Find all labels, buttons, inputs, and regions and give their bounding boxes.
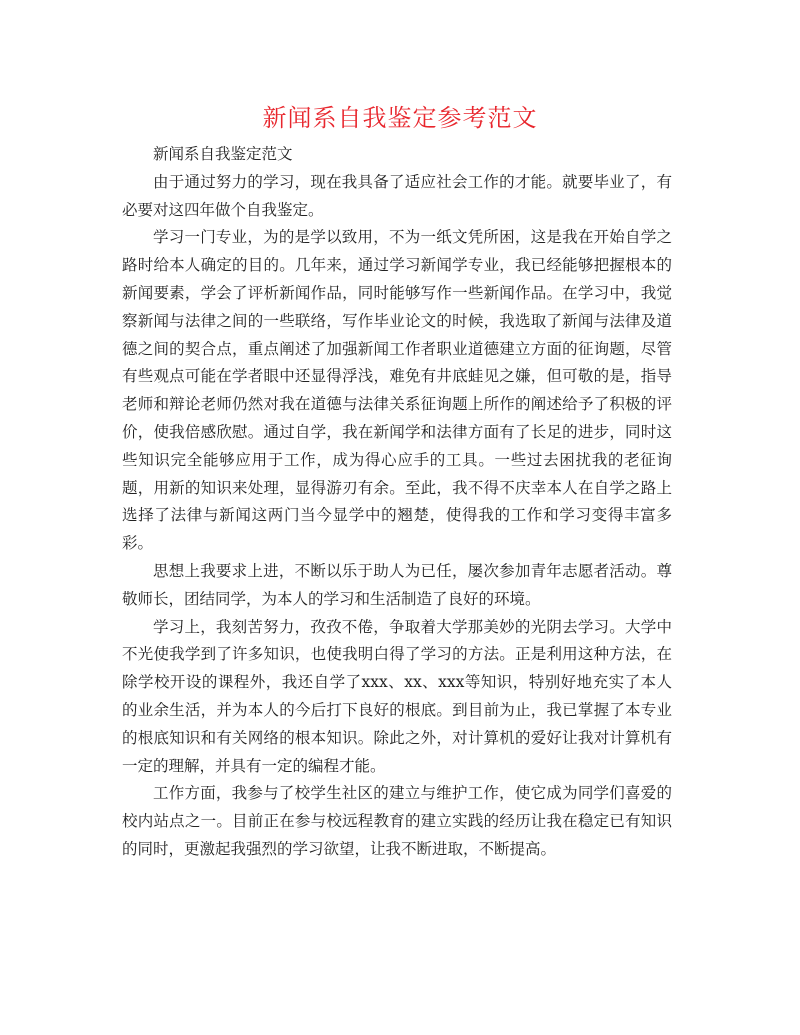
- paragraph: 工作方面，我参与了校学生社区的建立与维护工作，使它成为同学们喜爱的校内站点之一。目前正在参与校远程教育的建立实践的经历让我在稳定已有知识的同时，更激起我强烈的学习欲望，让我不断进取，不断提高。: [122, 784, 672, 858]
- paragraph: 由于通过努力的学习，现在我具备了适应社会工作的才能。就要毕业了，有必要对这四年做个自我鉴定。: [122, 172, 672, 219]
- document-body: [122, 141, 672, 864]
- paragraph: 学习上，我刻苦努力，孜孜不倦，争取着大学那美妙的光阴去学习。大学中不光使我学到了许多知识，也使我明白得了学习的方法。正是利用这种方法，在除学校开设的课程外，我还自学了xxx、xx、xxx等知识，特别好地充实了本人的业余生活，并为本人的今后打下良好的根底。到目前为止，我已掌握了本专业的根底知识和有关网络的根本知识。除此之外，对计算机的爱好让我对计算机有一定的理解，并具有一定的编程才能。: [122, 617, 672, 775]
- paragraph-subtitle: 新闻系自我鉴定范文: [153, 145, 293, 163]
- paragraph: 学习一门专业，为的是学以致用，不为一纸文凭所困，这是我在开始自学之路时给本人确定的目的。几年来，通过学习新闻学专业，我已经能够把握根本的新闻要素，学会了评析新闻作品，同时能够写作一些新闻作品。在学习中，我觉察新闻与法律之间的一些联络，写作毕业论文的时候，我选取了新闻与法律及道德之间的契合点，重点阐述了加强新闻工作者职业道德建立方面的征询题，尽管有些观点可能在学者眼中还显得浮浅，难免有井底蛙见之嫌，但可敬的是，指导老师和辩论老师仍然对我在道德与法律关系征询题上所作的阐述给予了积极的评价，使我倍感欣慰。通过自学，我在新闻学和法律方面有了长足的进步，同时这些知识完全能够应用于工作，成为得心应手的工具。一些过去困扰我的老征询题，用新的知识来处理，显得游刃有余。至此，我不得不庆幸本人在自学之路上选择了法律与新闻这两门当今显学中的翘楚，使得我的工作和学习变得丰富多彩。: [122, 228, 672, 553]
- paragraph: 思想上我要求上进，不断以乐于助人为已任，屡次参加青年志愿者活动。尊敬师长，团结同学，为本人的学习和生活制造了良好的环境。: [122, 561, 672, 608]
- document-title: 新闻系自我鉴定参考范文: [262, 104, 538, 132]
